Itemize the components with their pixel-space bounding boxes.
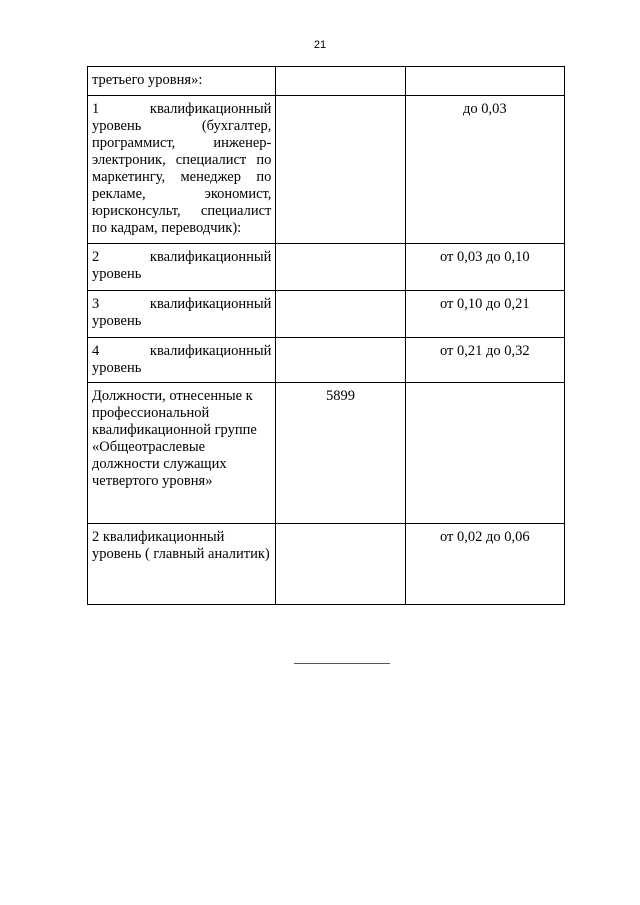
table-cell [276,67,405,96]
table-cell: 3 квалификационный уровень [88,291,276,338]
separator-line [294,663,390,664]
table-cell: 1 квалификационный уровень (бухгалтер, программист, инженер-электроник, специалист по маркетингу, менеджер по рекламе, экономист, юрисконсульт, специалист по кадрам, переводчик): [88,96,276,244]
table-row [88,524,565,605]
table-row [88,383,565,524]
table-cell: от 0,21 до 0,32 [405,338,564,383]
table-cell [276,338,405,383]
table-cell: 2 квалификационный уровень [88,244,276,291]
table-cell: Должности, отнесенные к профессиональной квалификационной группе «Общеотраслевые должности служащих четвертого уровня» [88,383,276,524]
table-cell [276,244,405,291]
table-cell: от 0,03 до 0,10 [405,244,564,291]
table-cell: до 0,03 [405,96,564,244]
table-cell: 2 квалификационный уровень ( главный аналитик) [88,524,276,605]
table-cell [405,383,564,524]
table-cell [276,291,405,338]
table-cell [276,524,405,605]
table-cell: 4 квалификационный уровень [88,338,276,383]
table-row [88,67,565,96]
document-table [87,66,565,605]
table-row [88,244,565,291]
table-row [88,96,565,244]
table-row [88,291,565,338]
page-number: 21 [313,39,327,51]
table-cell: от 0,02 до 0,06 [405,524,564,605]
table-cell [276,96,405,244]
table-cell [405,67,564,96]
table-cell: от 0,10 до 0,21 [405,291,564,338]
table-cell: 5899 [276,383,405,524]
table-row [88,338,565,383]
table-cell: третьего уровня»: [88,67,276,96]
